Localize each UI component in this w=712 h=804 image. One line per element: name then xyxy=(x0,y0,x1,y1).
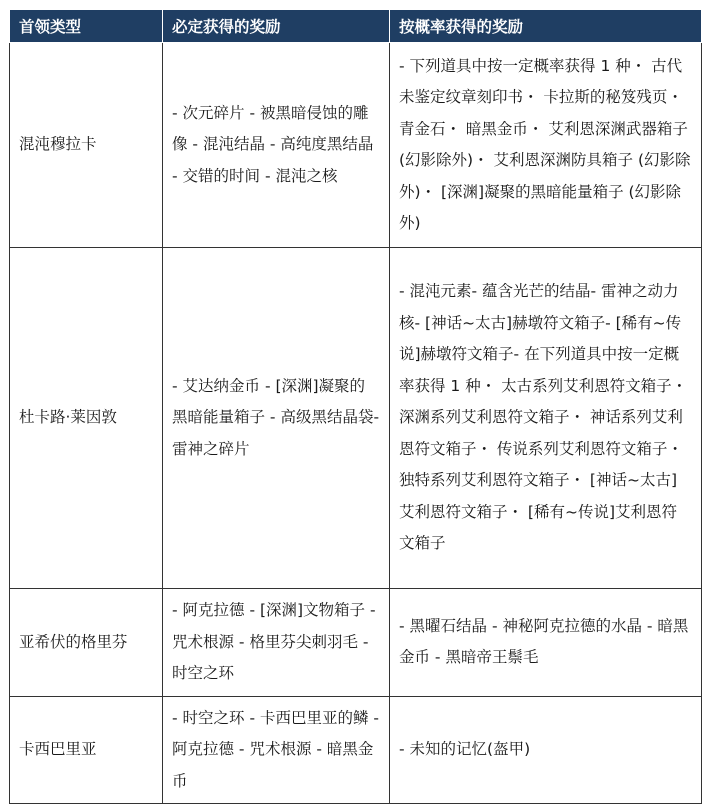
boss-name-cell: 混沌穆拉卡 xyxy=(10,43,163,248)
table-row xyxy=(10,589,702,697)
guaranteed-rewards-cell: - 艾达纳金币 - [深渊]凝聚的黑暗能量箱子 - 高级黑结晶袋- 雷神之碎片 xyxy=(163,248,390,589)
table-row xyxy=(10,248,702,589)
probability-rewards-cell: - 下列道具中按一定概率获得 1 种・ 古代未鉴定纹章刻印书・ 卡拉斯的秘笈残页・ 青金石・ 暗黑金币・ 艾利恩深渊武器箱子 (幻影除外)・ 艾利恩深渊防具箱子 (幻影除外)・ [深渊]凝聚的黑暗能量箱子 (幻影除外) xyxy=(390,43,702,248)
boss-name-cell: 亚希伏的格里芬 xyxy=(10,589,163,697)
guaranteed-rewards-cell: - 时空之环 - 卡西巴里亚的鳞 - 阿克拉德 - 咒术根源 - 暗黑金币 xyxy=(163,696,390,804)
header-guaranteed-rewards: 必定获得的奖励 xyxy=(163,10,390,43)
boss-rewards-table xyxy=(9,9,702,804)
probability-rewards-cell: - 混沌元素- 蕴含光芒的结晶- 雷神之动力核- [神话~太古]赫墩符文箱子- [稀有~传说]赫墩符文箱子- 在下列道具中按一定概率获得 1 种・ 太古系列艾利恩符文箱子・ 深渊系列艾利恩符文箱子・ 神话系列艾利恩符文箱子・ 传说系列艾利恩符文箱子・ 独特系列艾利恩符文箱子・ [神话~太古]艾利恩符文箱子・ [稀有~传说]艾利恩符文箱子 xyxy=(390,248,702,589)
probability-rewards-cell: - 黑曜石结晶 - 神秘阿克拉德的水晶 - 暗黑金币 - 黑暗帝王鬃毛 xyxy=(390,589,702,697)
boss-name-cell: 杜卡路·莱因敦 xyxy=(10,248,163,589)
probability-rewards-cell: - 未知的记忆(盔甲) xyxy=(390,696,702,804)
table-row xyxy=(10,696,702,804)
boss-name-cell: 卡西巴里亚 xyxy=(10,696,163,804)
table-row xyxy=(10,43,702,248)
header-probability-rewards: 按概率获得的奖励 xyxy=(390,10,702,43)
header-boss-type: 首领类型 xyxy=(10,10,163,43)
guaranteed-rewards-cell: - 次元碎片 - 被黑暗侵蚀的雕像 - 混沌结晶 - 高纯度黑结晶 - 交错的时间 - 混沌之核 xyxy=(163,43,390,248)
table-header-row xyxy=(10,10,702,43)
guaranteed-rewards-cell: - 阿克拉德 - [深渊]文物箱子 - 咒术根源 - 格里芬尖刺羽毛 - 时空之环 xyxy=(163,589,390,697)
